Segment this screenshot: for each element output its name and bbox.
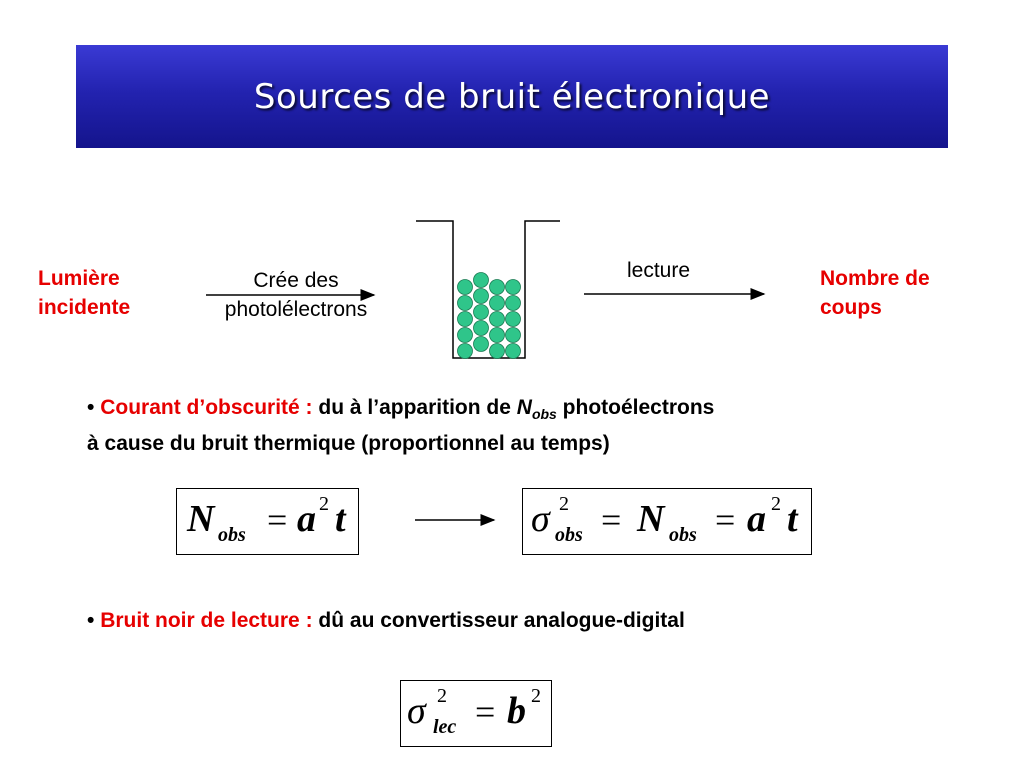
equation-dark-count (176, 488, 359, 555)
count-label-line2: coups (820, 296, 882, 319)
dark-current-text-end: photoélectrons (562, 396, 715, 419)
electron-dot (458, 328, 473, 343)
bullet-dark-current (87, 393, 714, 459)
eq1-square: 2 (319, 493, 329, 515)
dark-current-text: du à l’apparition de (318, 396, 511, 419)
electron-dot (490, 328, 505, 343)
eq2-t: t (787, 498, 798, 540)
read-noise-term: Bruit noir de lecture : (100, 609, 313, 632)
equation-read-noise (400, 680, 552, 747)
electron-dot (506, 296, 521, 311)
eq1-t: t (335, 498, 346, 540)
count-label (820, 264, 930, 322)
eq2-square2: 2 (771, 493, 781, 515)
eq1-n: N (187, 498, 215, 540)
eq1-a: a (297, 498, 316, 540)
eq1-equals: = (267, 500, 288, 540)
potential-well (416, 221, 560, 358)
count-label-line1: Nombre de (820, 267, 930, 290)
electron-dot (474, 337, 489, 352)
eq2-subscript1: obs (555, 524, 583, 546)
incident-light-label (38, 264, 130, 322)
electron-dot (458, 344, 473, 359)
electron-dot (474, 273, 489, 288)
slide-title: Sources de bruit électronique (253, 76, 771, 117)
incident-light-line2: incidente (38, 296, 131, 319)
readout-label: lecture (627, 259, 691, 282)
electron-dot (458, 312, 473, 327)
bullet-marker-2: • (87, 609, 95, 632)
electron-dot (458, 296, 473, 311)
electron-dot (474, 305, 489, 320)
read-noise-text: dû au convertisseur analogue-digital (318, 609, 685, 632)
electron-dot (474, 321, 489, 336)
electron-dot (490, 312, 505, 327)
dark-current-term: Courant d’obscurité : (100, 396, 313, 419)
electron-stack (458, 273, 521, 359)
electron-dot (506, 344, 521, 359)
eq2-equals2: = (715, 500, 736, 540)
electron-dot (506, 312, 521, 327)
electron-dot (458, 280, 473, 295)
electron-dot (474, 289, 489, 304)
bullet-read-noise (87, 606, 685, 636)
eq1-subscript: obs (218, 524, 246, 546)
bullet-marker: • (87, 396, 95, 419)
electron-dot (490, 344, 505, 359)
eq3-sigma: σ (407, 690, 426, 732)
electron-dot (506, 280, 521, 295)
electron-dot (506, 328, 521, 343)
creates-electrons-label (198, 266, 394, 324)
eq2-subscript2: obs (669, 524, 697, 546)
creates-electrons-line1: Crée des (253, 269, 339, 292)
eq2-square1: 2 (559, 493, 569, 515)
eq3-square2: 2 (531, 685, 541, 707)
equation-dark-variance (522, 488, 812, 555)
electron-dot (490, 280, 505, 295)
eq3-b: b (507, 690, 526, 732)
eq3-square1: 2 (437, 685, 447, 707)
dark-current-line2: à cause du bruit thermique (proportionnel au temps) (87, 432, 610, 456)
creates-electrons-line2: photolélectrons (224, 298, 368, 321)
electron-dot (490, 296, 505, 311)
n-obs-symbol: N (516, 396, 532, 419)
eq3-subscript: lec (433, 716, 457, 738)
eq2-a: a (747, 498, 766, 540)
eq2-n: N (637, 498, 665, 540)
incident-light-line1: Lumière (38, 267, 120, 290)
eq2-equals1: = (601, 500, 622, 540)
eq2-sigma: σ (531, 498, 550, 540)
eq3-equals: = (475, 692, 496, 732)
n-obs-subscript: obs (531, 406, 557, 423)
